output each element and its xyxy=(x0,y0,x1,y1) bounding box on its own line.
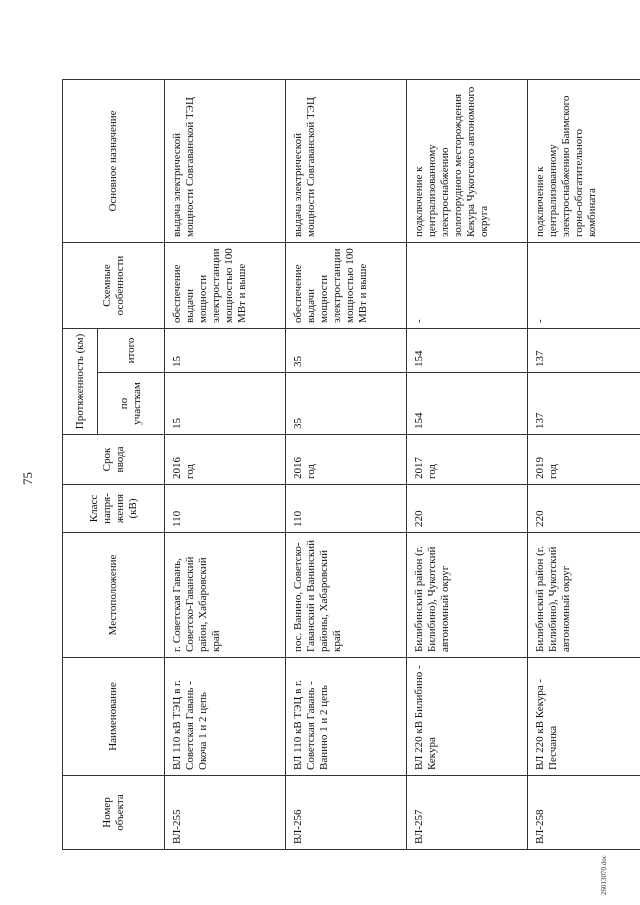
table-row xyxy=(165,80,286,850)
register-table xyxy=(62,79,640,850)
cell-total: 154 xyxy=(407,329,528,373)
cell-year: 2016 год xyxy=(286,435,407,485)
cell-location: пос. Ванино, Советско-Гаванский и Ванинский районы, Хабаровский край xyxy=(286,533,407,658)
cell-voltage: 110 xyxy=(286,485,407,533)
cell-by-sections: 35 xyxy=(286,373,407,435)
cell-purpose: подключение к централизованному электроснабжению золоторудного месторождения Кекура Чукотского автономного округа xyxy=(407,80,528,243)
cell-features: обеспечение выдачи мощности электростанции мощностью 100 МВт и выше xyxy=(286,243,407,329)
header-total: итого xyxy=(98,329,165,373)
cell-voltage: 220 xyxy=(528,485,640,533)
header-voltage: Класс напря-жения (кВ) xyxy=(63,485,165,533)
document-code: 26013070.doc xyxy=(600,855,608,895)
cell-features: обеспечение выдачи мощности электростанции мощностью 100 МВт и выше xyxy=(165,243,286,329)
cell-num: ВЛ-257 xyxy=(407,776,528,850)
table-row xyxy=(286,80,407,850)
cell-features: - xyxy=(528,243,640,329)
cell-name: ВЛ 220 кВ Билибино - Кекура xyxy=(407,658,528,776)
cell-total: 15 xyxy=(165,329,286,373)
header-name: Наименование xyxy=(63,658,165,776)
header-num: Номер объекта xyxy=(63,776,165,850)
cell-location: Билибинский район (г. Билибино), Чукотский автономный округ xyxy=(407,533,528,658)
cell-total: 35 xyxy=(286,329,407,373)
cell-by-sections: 154 xyxy=(407,373,528,435)
cell-name: ВЛ 110 кВ ТЭЦ в г. Советская Гавань - Ванино 1 и 2 цепь xyxy=(286,658,407,776)
table-row xyxy=(407,80,528,850)
cell-purpose: подключение к централизованному электроснабжению Баимского горно-обогатительного комбината xyxy=(528,80,640,243)
cell-location: г. Советская Гавань, Советско-Гаванский район, Хабаровский край xyxy=(165,533,286,658)
header-purpose: Основное назначение xyxy=(63,80,165,243)
cell-num: ВЛ-256 xyxy=(286,776,407,850)
table-row xyxy=(528,80,640,850)
page-number: 75 xyxy=(20,472,35,485)
cell-voltage: 220 xyxy=(407,485,528,533)
cell-purpose: выдача электрической мощности Совгаванской ТЭЦ xyxy=(286,80,407,243)
cell-by-sections: 15 xyxy=(165,373,286,435)
cell-by-sections: 137 xyxy=(528,373,640,435)
cell-name: ВЛ 110 кВ ТЭЦ в г. Советская Гавань - Окоча 1 и 2 цепь xyxy=(165,658,286,776)
header-length: Протяженность (км) xyxy=(63,329,98,435)
cell-total: 137 xyxy=(528,329,640,373)
cell-year: 2016 год xyxy=(165,435,286,485)
cell-name: ВЛ 220 кВ Кекура - Песчанка xyxy=(528,658,640,776)
header-location: Местоположение xyxy=(63,533,165,658)
cell-location: Билибинский район (г. Билибино), Чукотский автономный округ xyxy=(528,533,640,658)
cell-num: ВЛ-255 xyxy=(165,776,286,850)
header-by-sections: по участкам xyxy=(98,373,165,435)
cell-features: - xyxy=(407,243,528,329)
header-features: Схемные особенности xyxy=(63,243,165,329)
cell-voltage: 110 xyxy=(165,485,286,533)
header-year: Срок ввода xyxy=(63,435,165,485)
cell-num: ВЛ-258 xyxy=(528,776,640,850)
cell-purpose: выдача электрической мощности Совгаванской ТЭЦ xyxy=(165,80,286,243)
cell-year: 2019 год xyxy=(528,435,640,485)
cell-year: 2017 год xyxy=(407,435,528,485)
